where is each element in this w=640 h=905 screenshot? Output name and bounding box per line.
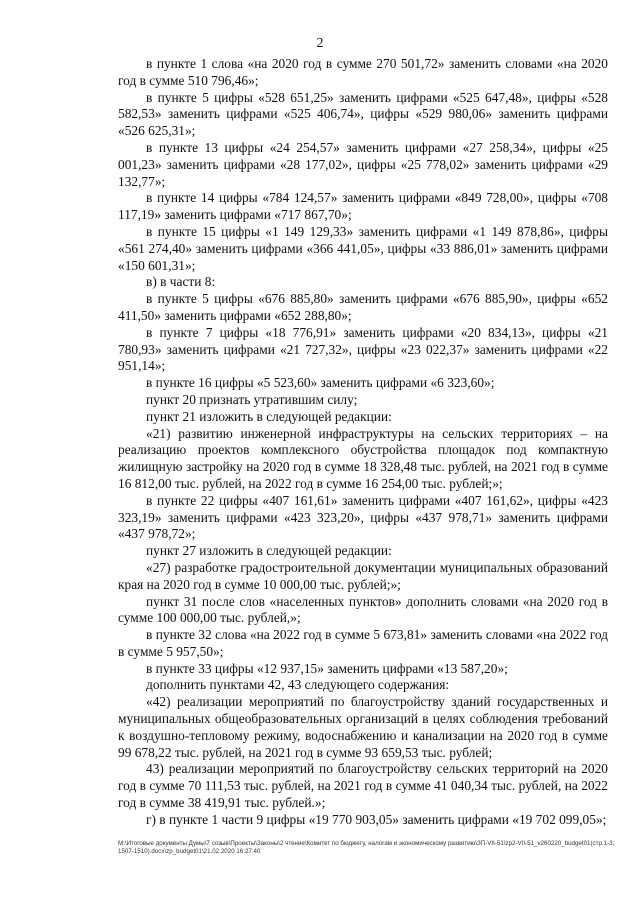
paragraph: пункт 31 после слов «населенных пунктов» дополнить словами «на 2020 год в сумме 100 000,00 тыс. рублей,»; xyxy=(118,593,608,626)
paragraph: в пункте 16 цифры «5 523,60» заменить цифрами «6 323,60»; xyxy=(146,375,495,391)
paragraph: «21) развитию инженерной инфраструктуры на сельских территориях – на реализацию проектов комплексного обустройства площадок под компактную жилищную застройку на 2020 год в сумме 18 328,48 тыс. рублей, на 2021 год в сумме 16 812,00 тыс. рублей, на 2022 год в сумме 16 254,00 тыс. рублей;»; xyxy=(118,425,608,491)
paragraph: в пункте 22 цифры «407 161,61» заменить цифрами «407 161,62», цифры «423 323,19» заменить цифрами «423 323,20», цифры «437 978,71» заменить цифрами «437 978,72»; xyxy=(118,492,608,542)
paragraph: в пункте 32 слова «на 2022 год в сумме 5 673,81» заменить словами «на 2022 год в сумме 5 957,50»; xyxy=(118,627,608,659)
file-path-footer: M:\Итоговые документы Думы\7 созыв\Проекты\Законы\2 чтение\Комитет по бюджету, налогам и экономическому развитию\ЗП-VII-51\zp2-VII-51_v260220_budget01(стр.1-3, 1507-1510).docx\zp_budget01\21.02.2020 16:27:40 xyxy=(118,840,615,856)
paragraph: пункт 21 изложить в следующей редакции: xyxy=(146,408,392,424)
paragraph: в пункте 5 цифры «528 651,25» заменить цифрами «525 647,48», цифры «528 582,53» заменить цифрами «525 406,74», цифры «529 980,06» заменить цифрами «526 625,31»; xyxy=(118,89,608,139)
paragraph: в пункте 14 цифры «784 124,57» заменить цифрами «849 728,00», цифры «708 117,19» заменить цифрами «717 867,70»; xyxy=(118,190,608,223)
paragraph: «27) разработке градостроительной документации муниципальных образований края на 2020 год в сумме 10 000,00 тыс. рублей;»; xyxy=(118,559,608,592)
paragraph: дополнить пунктами 42, 43 следующего содержания: xyxy=(146,677,450,693)
paragraph: в пункте 15 цифры «1 149 129,33» заменить цифрами «1 149 878,86», цифры «561 274,40» заменить цифрами «366 441,05», цифры «33 886,01» заменить цифрами «150 601,31»; xyxy=(118,223,608,273)
paragraph: пункт 27 изложить в следующей редакции: xyxy=(146,543,392,559)
paragraph: г) в пункте 1 части 9 цифры «19 770 903,05» заменить цифрами «19 702 099,05»; xyxy=(146,811,607,827)
paragraph: в пункте 7 цифры «18 776,91» заменить цифрами «20 834,13», цифры «21 780,93» заменить цифрами «21 727,32», цифры «23 022,37» заменить цифрами «22 951,14»; xyxy=(118,324,608,374)
paragraph: в) в части 8: xyxy=(146,274,216,290)
page-number: 2 xyxy=(316,36,324,51)
document-body xyxy=(118,56,608,829)
paragraph: «42) реализации мероприятий по благоустройству зданий государственных и муниципальных общеобразовательных организаций в целях соблюдения требований к воздушно-тепловому режиму, водоснабжению и канализации на 2020 год в сумме 99 678,22 тыс. рублей, на 2021 год в сумме 93 659,53 тыс. рублей; xyxy=(118,694,608,760)
paragraph: 43) реализации мероприятий по благоустройству сельских территорий на 2020 год в сумме 70 111,53 тыс. рублей, на 2021 год в сумме 41 040,34 тыс. рублей, на 2022 год в сумме 38 419,91 тыс. рублей.»; xyxy=(118,761,608,811)
paragraph: пункт 20 признать утратившим силу; xyxy=(146,391,358,407)
paragraph: в пункте 1 слова «на 2020 год в сумме 270 501,72» заменить словами «на 2020 год в сумме 510 796,46»; xyxy=(118,56,608,88)
paragraph: в пункте 13 цифры «24 254,57» заменить цифрами «27 258,34», цифры «25 001,23» заменить цифрами «28 177,02», цифры «25 778,02» заменить цифрами «29 132,77»; xyxy=(118,139,608,189)
paragraph: в пункте 5 цифры «676 885,80» заменить цифрами «676 885,90», цифры «652 411,50» заменить цифрами «652 288,80»; xyxy=(118,291,608,323)
paragraph: в пункте 33 цифры «12 937,15» заменить цифрами «13 587,20»; xyxy=(146,660,508,676)
